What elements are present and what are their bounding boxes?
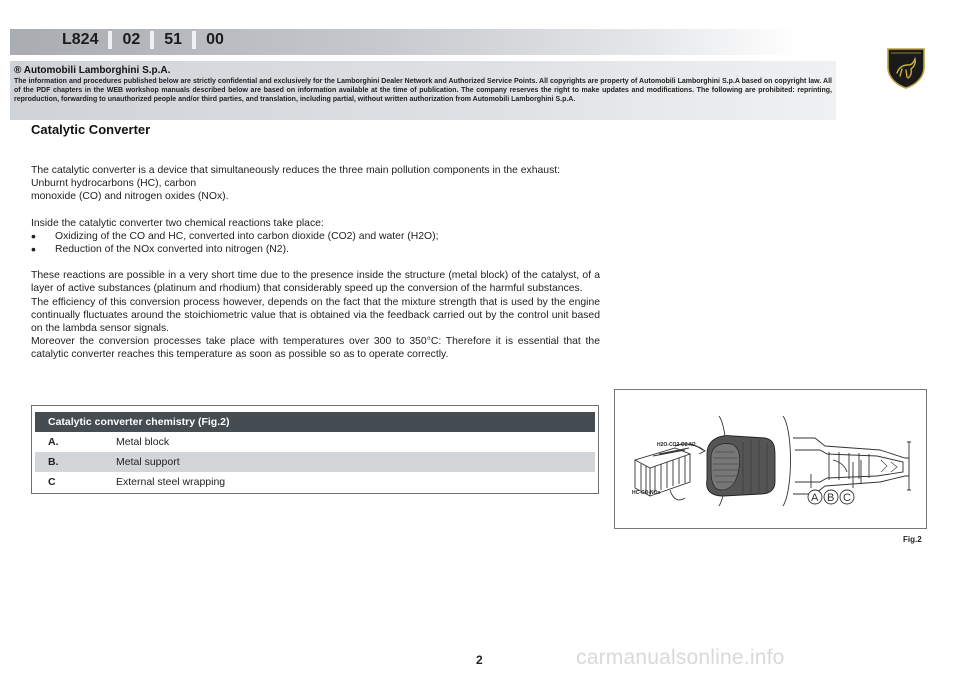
- intro-line: monoxide (CO) and nitrogen oxides (NOx).: [31, 191, 229, 203]
- metal-block-drawing: [707, 436, 775, 496]
- code-separator: [150, 31, 154, 49]
- bullet-text: Reduction of the NOx converted into nitrogen (N2).: [55, 244, 289, 256]
- row-key: B.: [48, 456, 59, 468]
- document-code: [62, 31, 224, 49]
- code-group: 02: [122, 31, 141, 48]
- code-model: L824: [62, 31, 99, 48]
- body-text: [31, 164, 600, 362]
- intro-paragraph: [31, 164, 600, 204]
- row-key: C: [48, 476, 56, 488]
- code-section: 00: [206, 31, 224, 48]
- reactions-intro: Inside the catalytic converter two chemical reactions take place:: [31, 217, 324, 229]
- row-value: Metal block: [116, 436, 170, 448]
- table-row: [35, 472, 595, 492]
- callout-a: [808, 490, 822, 504]
- lamborghini-shield-logo: [884, 45, 928, 89]
- gas-out-label: H2O-CO2-O2-N2: [657, 442, 696, 448]
- efficiency-paragraph: [31, 269, 600, 361]
- table-row: [35, 452, 595, 472]
- code-separator: [192, 31, 196, 49]
- callout-c-label: C: [843, 492, 851, 504]
- intro-line: The catalytic converter is a device that simultaneously reduces the three main pollution components in the exhaust:: [31, 165, 561, 176]
- callout-b: [824, 490, 838, 504]
- copyright-notice: [10, 61, 836, 120]
- row-key: A.: [48, 436, 59, 448]
- figure-caption: Fig.2: [903, 535, 922, 544]
- bullet-item: [31, 243, 600, 256]
- watermark: carmanualsonline.info: [576, 646, 785, 669]
- gas-in-label: HC-CO-NOx: [632, 490, 661, 496]
- notice-text: The information and procedures published below are strictly confidential and exclusively for the Lamborghini Dealer Network and Authorized Service Points. All copyrights are property of Automobili Lamborghini S.p.A based on copyright law. All of the PDF chapters in the WEB workshop manuals described below are based on information available at the time of publication. The company reserves the right to make updates and modifications. The following are prohibited: reprinting, reproduction, forwarding to unauthorized people and/or third parties, and translation, including partial, without written authorization from Automobili Lamborghini S.p.A.: [14, 78, 832, 103]
- code-separator: [108, 31, 112, 49]
- paragraph-2: The efficiency of this conversion process however, depends on the fact that the mixture strength that is used by the engine continually fluctuates around the stoichiometric value that is obtained via the feedback carried out by the control unit based on the lambda sensor signals.: [31, 296, 600, 335]
- bullet-icon: •: [31, 227, 36, 244]
- callout-c: [840, 490, 854, 504]
- bullet-icon: •: [31, 241, 36, 258]
- row-value: Metal support: [116, 456, 180, 468]
- legend-table: [31, 405, 599, 494]
- intro-line: Unburnt hydrocarbons (HC), carbon: [31, 178, 197, 190]
- callout-b-label: B: [827, 492, 835, 504]
- table-row: [35, 432, 595, 452]
- row-value: External steel wrapping: [116, 476, 226, 488]
- catalytic-converter-illustration: [615, 390, 926, 528]
- code-subgroup: 51: [164, 31, 183, 48]
- bullet-text: Oxidizing of the CO and HC, converted into carbon dioxide (CO2) and water (H2O);: [55, 230, 439, 242]
- figure-catalytic-converter: [614, 389, 927, 529]
- bullet-item: [31, 227, 600, 244]
- paragraph-1: These reactions are possible in a very short time due to the presence inside the structure (metal block) of the catalyst, of a layer of active substances (platinum and rhodium) that considerably speed up the conversion of the harmful substances.: [31, 270, 600, 295]
- paragraph-3: Moreover the conversion processes take place with temperatures over 300 to 350°C: Therefore it is essential that the catalytic converter reaches this temperature as soon as possible so as to operate correctly.: [31, 336, 600, 361]
- callout-a-label: A: [811, 492, 819, 504]
- converter-housing-drawing: [793, 438, 911, 494]
- table-header: Catalytic converter chemistry (Fig.2): [35, 412, 595, 432]
- notice-title: ® Automobili Lamborghini S.p.A.: [14, 65, 171, 76]
- page-number: 2: [476, 653, 483, 667]
- page-title: Catalytic Converter: [31, 122, 151, 137]
- bracket-line: [783, 416, 791, 506]
- reactions-paragraph: [31, 217, 600, 257]
